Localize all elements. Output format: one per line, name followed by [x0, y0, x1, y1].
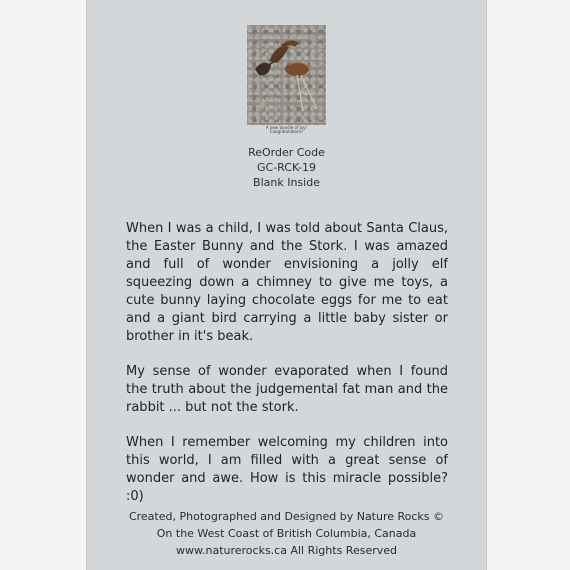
reorder-code: GC-RCK-19 [257, 161, 316, 174]
photo-caption [247, 126, 326, 134]
reorder-info [87, 145, 486, 190]
credits-footer [87, 508, 486, 559]
inside-note: Blank Inside [253, 176, 320, 189]
reorder-label: ReOrder Code [248, 146, 325, 159]
story-paragraph: When I was a child, I was told about Santa Claus, the Easter Bunny and the Stork. I was amazed and full of wonder envisioning a jolly elf squeezing down a chimney to give me toys, a cute bunny laying chocolate eggs for me to eat and a giant bird carrying a little baby sister or brother in it's beak. [126, 221, 448, 344]
story-paragraph: My sense of wonder evaporated when I found the truth about the judgemental fat man and the rabbit ... but not the stork. [126, 364, 448, 415]
credit-line: Created, Photographed and Designed by Nature Rocks © [128, 510, 445, 523]
card-thumbnail-photo [247, 25, 326, 125]
stork-twig-sculpture-icon [247, 25, 326, 125]
caption-line: A new bundle of joy! [265, 125, 308, 130]
story-text [126, 220, 448, 523]
greeting-card-back [86, 0, 487, 570]
location-line: On the West Coast of British Columbia, Canada [156, 527, 417, 540]
caption-line: Congratulations! [269, 129, 304, 134]
story-paragraph: When I remember welcoming my children into this world, I am filled with a great sense of wonder and awe. How is this miracle possible? :0) [126, 435, 448, 504]
website-rights-line: www.naturerocks.ca All Rights Reserved [176, 544, 397, 557]
